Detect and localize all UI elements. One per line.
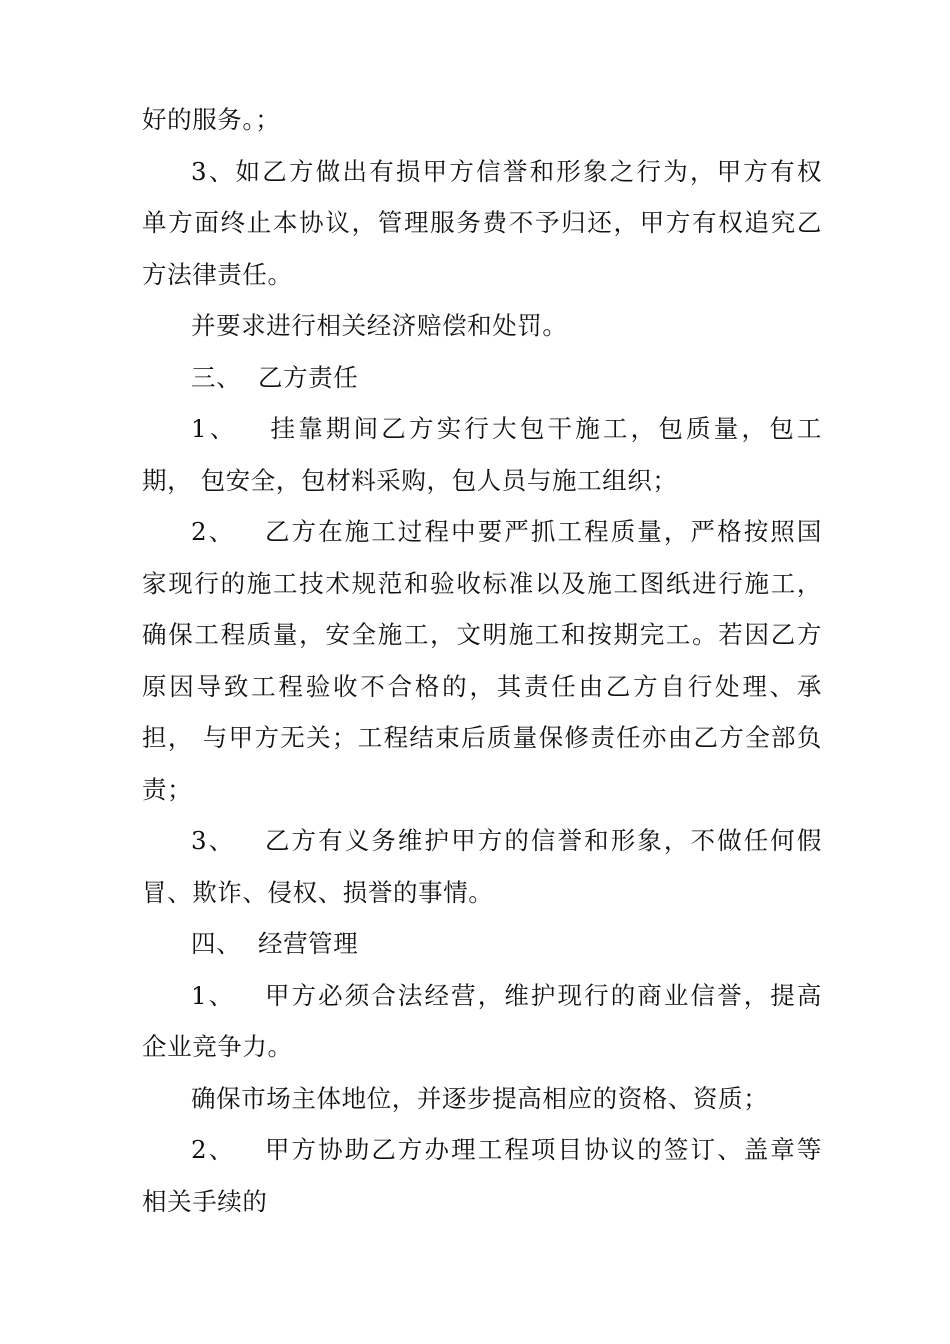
text-line: 责； [142, 774, 193, 804]
section-heading: 四、 经营管理 [191, 929, 359, 958]
text-line: 2、 甲方协助乙方办理工程项目协议的签订、盖章等 [191, 1135, 822, 1164]
text-line: 单方面终止本协议，管理服务费不予归还，甲方有权追究乙 [142, 208, 822, 237]
text-line: 原因导致工程验收不合格的，其责任由乙方自行处理、承 [142, 671, 822, 701]
text-line: 2、 乙方在施工过程中要严抓工程质量，严格按照国 [191, 517, 822, 546]
text-line: 企业竞争力。 [142, 1032, 293, 1061]
text-line: 期， 包安全，包材料采购，包人员与施工组织； [142, 465, 678, 495]
text-line: 确保工程质量，安全施工，文明施工和按期完工。若因乙方 [142, 620, 822, 649]
text-line: 3、 乙方有义务维护甲方的信誉和形象，不做任何假 [191, 826, 822, 855]
text-line: 1、 挂靠期间乙方实行大包干施工，包质量，包工 [191, 414, 822, 443]
text-line: 1、 甲方必须合法经营，维护现行的商业信誉，提高 [191, 980, 822, 1010]
text-line: 方法律责任。 [142, 259, 293, 289]
text-line: 3、如乙方做出有损甲方信誉和形象之行为，甲方有权 [191, 156, 822, 186]
text-line: 相关手续的 [142, 1186, 268, 1216]
text-line: 家现行的施工技术规范和验收标准以及施工图纸进行施工， [142, 568, 822, 598]
text-line: 担， 与甲方无关；工程结束后质量保修责任亦由乙方全部负 [142, 723, 822, 752]
text-line: 并要求进行相关经济赔偿和处罚。 [191, 311, 568, 340]
text-line: 确保市场主体地位，并逐步提高相应的资格、资质； [191, 1083, 769, 1113]
text-line: 好的服务。； [142, 105, 281, 134]
document-body [142, 94, 822, 1227]
text-line: 冒、欺诈、侵权、损誉的事情。 [142, 877, 494, 907]
section-heading: 三、 乙方责任 [191, 362, 359, 392]
